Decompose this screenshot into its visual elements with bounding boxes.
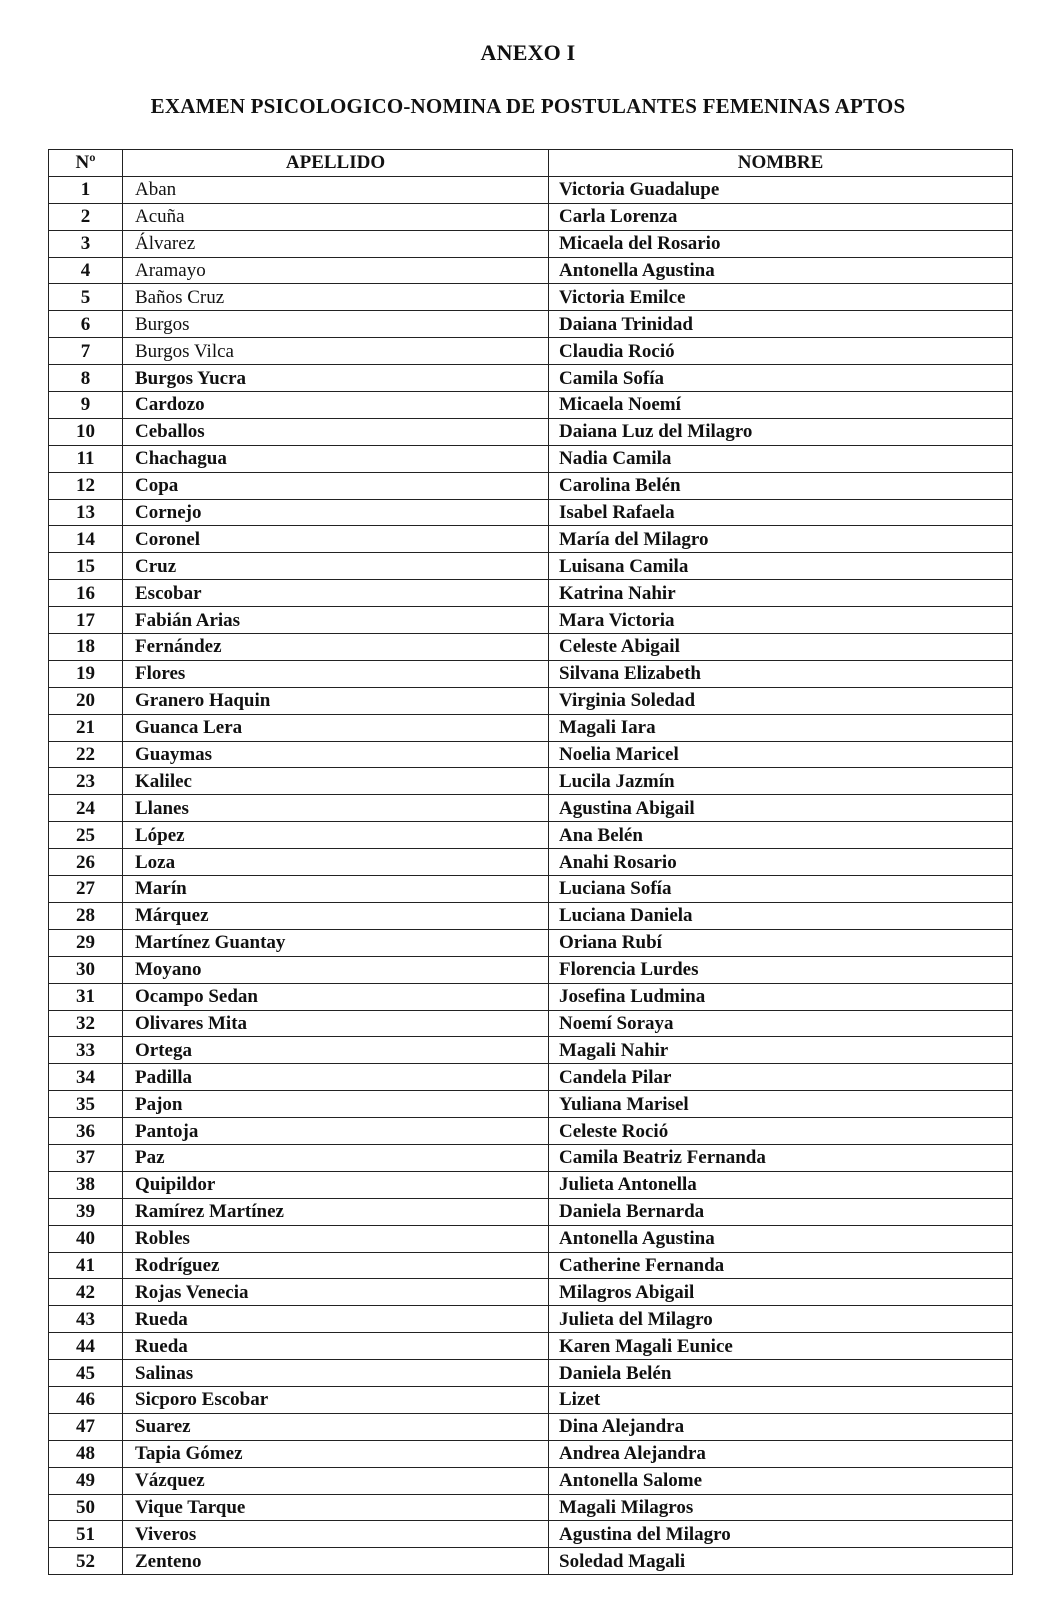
row-apellido: Pantoja (123, 1118, 549, 1145)
row-apellido: Guaymas (123, 741, 549, 768)
row-nombre: Daiana Luz del Milagro (549, 418, 1013, 445)
row-number: 43 (49, 1306, 123, 1333)
row-apellido: Copa (123, 472, 549, 499)
table-row (49, 849, 1013, 876)
row-apellido: Álvarez (123, 230, 549, 257)
row-apellido: Robles (123, 1225, 549, 1252)
row-apellido: Quipildor (123, 1171, 549, 1198)
row-nombre: Camila Beatriz Fernanda (549, 1144, 1013, 1171)
table-row (49, 526, 1013, 553)
table-row (49, 176, 1013, 203)
row-number: 46 (49, 1386, 123, 1413)
row-apellido: Márquez (123, 902, 549, 929)
row-nombre: Celeste Abigail (549, 634, 1013, 661)
row-nombre: Catherine Fernanda (549, 1252, 1013, 1279)
table-row (49, 1386, 1013, 1413)
row-apellido: Ramírez Martínez (123, 1198, 549, 1225)
table-row (49, 392, 1013, 419)
row-number: 1 (49, 176, 123, 203)
row-number: 49 (49, 1467, 123, 1494)
table-row (49, 714, 1013, 741)
row-nombre: Anahi Rosario (549, 849, 1013, 876)
row-nombre: Magali Nahir (549, 1037, 1013, 1064)
row-number: 30 (49, 956, 123, 983)
page-subtitle: EXAMEN PSICOLOGICO-NOMINA DE POSTULANTES FEMENINAS APTOS (150, 94, 906, 118)
table-row (49, 1279, 1013, 1306)
row-apellido: Guanca Lera (123, 714, 549, 741)
row-number: 50 (49, 1494, 123, 1521)
row-nombre: Karen Magali Eunice (549, 1333, 1013, 1360)
row-number: 4 (49, 257, 123, 284)
row-apellido: Vázquez (123, 1467, 549, 1494)
row-number: 21 (49, 714, 123, 741)
row-apellido: Burgos Vilca (123, 338, 549, 365)
table-header-row (49, 150, 1013, 177)
row-apellido: Aramayo (123, 257, 549, 284)
table-row (49, 230, 1013, 257)
table-row (49, 472, 1013, 499)
row-nombre: Ana Belén (549, 822, 1013, 849)
table-row (49, 1252, 1013, 1279)
row-apellido: Aban (123, 176, 549, 203)
table-row (49, 1548, 1013, 1575)
row-number: 35 (49, 1091, 123, 1118)
row-apellido: Rueda (123, 1333, 549, 1360)
row-nombre: Julieta Antonella (549, 1171, 1013, 1198)
row-apellido: Granero Haquin (123, 687, 549, 714)
row-number: 6 (49, 311, 123, 338)
row-apellido: Vique Tarque (123, 1494, 549, 1521)
table-row (49, 1144, 1013, 1171)
row-nombre: Soledad Magali (549, 1548, 1013, 1575)
row-number: 51 (49, 1521, 123, 1548)
row-number: 11 (49, 445, 123, 472)
row-number: 16 (49, 580, 123, 607)
row-number: 47 (49, 1413, 123, 1440)
header-apellido: APELLIDO (123, 150, 549, 177)
table-row (49, 1064, 1013, 1091)
table-row (49, 1171, 1013, 1198)
table-row (49, 902, 1013, 929)
table-row (49, 338, 1013, 365)
row-apellido: Salinas (123, 1360, 549, 1387)
table-row (49, 1467, 1013, 1494)
row-nombre: Luciana Sofía (549, 876, 1013, 903)
row-number: 41 (49, 1252, 123, 1279)
row-number: 36 (49, 1118, 123, 1145)
row-number: 25 (49, 822, 123, 849)
row-number: 15 (49, 553, 123, 580)
row-number: 34 (49, 1064, 123, 1091)
row-number: 40 (49, 1225, 123, 1252)
table-row (49, 1225, 1013, 1252)
row-apellido: Pajon (123, 1091, 549, 1118)
table-row (49, 1521, 1013, 1548)
table-body (49, 176, 1013, 1574)
row-apellido: Loza (123, 849, 549, 876)
row-number: 48 (49, 1440, 123, 1467)
table-row (49, 822, 1013, 849)
row-number: 12 (49, 472, 123, 499)
row-nombre: Antonella Salome (549, 1467, 1013, 1494)
row-apellido: Rueda (123, 1306, 549, 1333)
row-apellido: Zenteno (123, 1548, 549, 1575)
row-number: 17 (49, 607, 123, 634)
row-apellido: Viveros (123, 1521, 549, 1548)
row-number: 32 (49, 1010, 123, 1037)
table-row (49, 1306, 1013, 1333)
applicants-table (48, 149, 1013, 1575)
row-nombre: Noelia Maricel (549, 741, 1013, 768)
row-apellido: Sicporo Escobar (123, 1386, 549, 1413)
row-apellido: Escobar (123, 580, 549, 607)
row-apellido: Burgos (123, 311, 549, 338)
table-row (49, 768, 1013, 795)
row-number: 52 (49, 1548, 123, 1575)
row-nombre: Carla Lorenza (549, 203, 1013, 230)
header-nombre: NOMBRE (549, 150, 1013, 177)
row-apellido: López (123, 822, 549, 849)
table-row (49, 956, 1013, 983)
table-row (49, 499, 1013, 526)
row-number: 5 (49, 284, 123, 311)
table-row (49, 203, 1013, 230)
table-row (49, 1037, 1013, 1064)
table-row (49, 1091, 1013, 1118)
row-nombre: Daniela Bernarda (549, 1198, 1013, 1225)
row-nombre: Antonella Agustina (549, 257, 1013, 284)
table-row (49, 634, 1013, 661)
row-nombre: Luisana Camila (549, 553, 1013, 580)
row-nombre: Carolina Belén (549, 472, 1013, 499)
row-apellido: Olivares Mita (123, 1010, 549, 1037)
table-row (49, 311, 1013, 338)
row-apellido: Padilla (123, 1064, 549, 1091)
table-row (49, 580, 1013, 607)
table-row (49, 1360, 1013, 1387)
row-nombre: Noemí Soraya (549, 1010, 1013, 1037)
row-nombre: María del Milagro (549, 526, 1013, 553)
row-nombre: Victoria Emilce (549, 284, 1013, 311)
row-number: 24 (49, 795, 123, 822)
row-nombre: Luciana Daniela (549, 902, 1013, 929)
table-row (49, 876, 1013, 903)
row-nombre: Virginia Soledad (549, 687, 1013, 714)
row-nombre: Candela Pilar (549, 1064, 1013, 1091)
row-nombre: Victoria Guadalupe (549, 176, 1013, 203)
row-number: 23 (49, 768, 123, 795)
row-number: 42 (49, 1279, 123, 1306)
row-number: 31 (49, 983, 123, 1010)
row-apellido: Rojas Venecia (123, 1279, 549, 1306)
row-number: 7 (49, 338, 123, 365)
row-number: 39 (49, 1198, 123, 1225)
table-row (49, 1333, 1013, 1360)
row-number: 33 (49, 1037, 123, 1064)
row-apellido: Cardozo (123, 392, 549, 419)
row-number: 27 (49, 876, 123, 903)
row-nombre: Yuliana Marisel (549, 1091, 1013, 1118)
table-row (49, 284, 1013, 311)
row-apellido: Fabián Arias (123, 607, 549, 634)
table-row (49, 1198, 1013, 1225)
row-nombre: Daniela Belén (549, 1360, 1013, 1387)
row-nombre: Magali Iara (549, 714, 1013, 741)
row-number: 29 (49, 929, 123, 956)
row-number: 28 (49, 902, 123, 929)
table-row (49, 795, 1013, 822)
table-row (49, 1010, 1013, 1037)
table-row (49, 660, 1013, 687)
row-apellido: Flores (123, 660, 549, 687)
row-nombre: Claudia Roció (549, 338, 1013, 365)
row-number: 38 (49, 1171, 123, 1198)
row-apellido: Paz (123, 1144, 549, 1171)
row-nombre: Magali Milagros (549, 1494, 1013, 1521)
row-apellido: Cornejo (123, 499, 549, 526)
table-row (49, 687, 1013, 714)
row-nombre: Daiana Trinidad (549, 311, 1013, 338)
row-nombre: Milagros Abigail (549, 1279, 1013, 1306)
row-number: 14 (49, 526, 123, 553)
row-nombre: Isabel Rafaela (549, 499, 1013, 526)
row-number: 37 (49, 1144, 123, 1171)
row-apellido: Suarez (123, 1413, 549, 1440)
row-nombre: Mara Victoria (549, 607, 1013, 634)
row-number: 20 (49, 687, 123, 714)
row-nombre: Camila Sofía (549, 365, 1013, 392)
row-apellido: Llanes (123, 795, 549, 822)
table-row (49, 607, 1013, 634)
row-apellido: Rodríguez (123, 1252, 549, 1279)
table-row (49, 1413, 1013, 1440)
row-nombre: Agustina Abigail (549, 795, 1013, 822)
row-apellido: Ceballos (123, 418, 549, 445)
table-row (49, 1118, 1013, 1145)
row-nombre: Micaela del Rosario (549, 230, 1013, 257)
row-nombre: Oriana Rubí (549, 929, 1013, 956)
row-nombre: Nadia Camila (549, 445, 1013, 472)
row-apellido: Ocampo Sedan (123, 983, 549, 1010)
row-apellido: Marín (123, 876, 549, 903)
row-apellido: Coronel (123, 526, 549, 553)
table-row (49, 1494, 1013, 1521)
row-nombre: Micaela Noemí (549, 392, 1013, 419)
row-nombre: Lucila Jazmín (549, 768, 1013, 795)
row-nombre: Antonella Agustina (549, 1225, 1013, 1252)
row-number: 10 (49, 418, 123, 445)
row-number: 13 (49, 499, 123, 526)
table-row (49, 445, 1013, 472)
row-apellido: Cruz (123, 553, 549, 580)
row-nombre: Agustina del Milagro (549, 1521, 1013, 1548)
row-number: 44 (49, 1333, 123, 1360)
row-number: 22 (49, 741, 123, 768)
row-apellido: Baños Cruz (123, 284, 549, 311)
table-row (49, 741, 1013, 768)
row-apellido: Kalilec (123, 768, 549, 795)
row-apellido: Ortega (123, 1037, 549, 1064)
table-row (49, 983, 1013, 1010)
row-nombre: Silvana Elizabeth (549, 660, 1013, 687)
row-nombre: Florencia Lurdes (549, 956, 1013, 983)
table-row (49, 418, 1013, 445)
table-row (49, 929, 1013, 956)
row-nombre: Andrea Alejandra (549, 1440, 1013, 1467)
row-number: 2 (49, 203, 123, 230)
row-nombre: Celeste Roció (549, 1118, 1013, 1145)
table-row (49, 1440, 1013, 1467)
row-apellido: Tapia Gómez (123, 1440, 549, 1467)
table-row (49, 553, 1013, 580)
row-apellido: Burgos Yucra (123, 365, 549, 392)
row-nombre: Dina Alejandra (549, 1413, 1013, 1440)
row-number: 19 (49, 660, 123, 687)
row-apellido: Fernández (123, 634, 549, 661)
header-num: Nº (49, 150, 123, 177)
row-number: 26 (49, 849, 123, 876)
row-nombre: Josefina Ludmina (549, 983, 1013, 1010)
row-apellido: Chachagua (123, 445, 549, 472)
row-nombre: Julieta del Milagro (549, 1306, 1013, 1333)
row-number: 8 (49, 365, 123, 392)
row-nombre: Katrina Nahir (549, 580, 1013, 607)
row-number: 9 (49, 392, 123, 419)
row-apellido: Martínez Guantay (123, 929, 549, 956)
page-title: ANEXO I (480, 40, 576, 65)
row-number: 3 (49, 230, 123, 257)
row-number: 45 (49, 1360, 123, 1387)
row-nombre: Lizet (549, 1386, 1013, 1413)
row-apellido: Moyano (123, 956, 549, 983)
table-row (49, 365, 1013, 392)
row-number: 18 (49, 634, 123, 661)
table-row (49, 257, 1013, 284)
row-apellido: Acuña (123, 203, 549, 230)
